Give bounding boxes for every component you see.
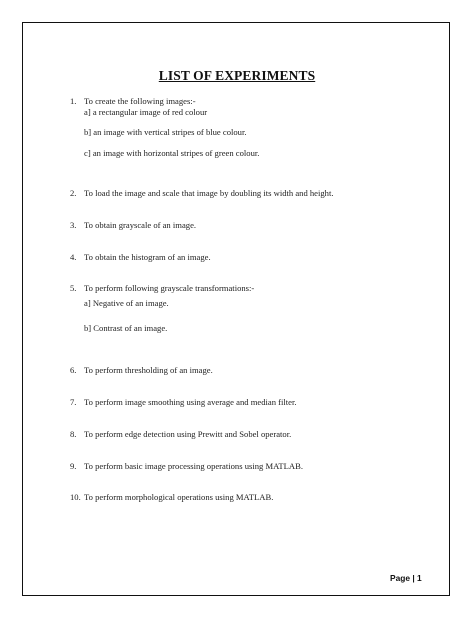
list-item xyxy=(70,492,273,503)
item-text: To create the following images:- xyxy=(84,96,196,106)
item-text: To perform image smoothing using average and median filter. xyxy=(84,397,297,407)
page-label: Page | xyxy=(390,573,415,583)
item-text: To obtain grayscale of an image. xyxy=(84,220,197,230)
sub-item: a] Negative of an image. xyxy=(84,298,169,308)
list-item xyxy=(70,252,211,263)
item-number: 10. xyxy=(70,492,81,502)
item-number: 6. xyxy=(70,365,77,375)
item-number: 9. xyxy=(70,461,77,471)
item-number: 7. xyxy=(70,397,77,407)
item-number: 1. xyxy=(70,96,77,106)
list-item xyxy=(70,220,196,231)
item-number: 4. xyxy=(70,252,77,262)
sub-item: b] Contrast of an image. xyxy=(84,323,168,333)
list-item xyxy=(70,365,213,376)
item-number: 5. xyxy=(70,283,77,293)
item-text: To load the image and scale that image by doubling its width and height. xyxy=(84,188,334,198)
list-item xyxy=(70,429,291,440)
item-number: 2. xyxy=(70,188,77,198)
list-item xyxy=(70,397,297,408)
item-text: To obtain the histogram of an image. xyxy=(84,252,211,262)
page-footer xyxy=(390,573,422,583)
item-number: 8. xyxy=(70,429,77,439)
item-text: To perform morphological operations using MATLAB. xyxy=(84,492,274,502)
item-text: To perform basic image processing operations using MATLAB. xyxy=(84,461,303,471)
item-text: To perform following grayscale transformations:- xyxy=(84,283,255,293)
page-number: 1 xyxy=(417,573,422,583)
list-item xyxy=(70,96,196,107)
sub-item: b] an image with vertical stripes of blue colour. xyxy=(84,127,247,137)
item-text: To perform edge detection using Prewitt and Sobel operator. xyxy=(84,429,292,439)
page-title: LIST OF EXPERIMENTS xyxy=(158,68,316,83)
list-item xyxy=(70,283,254,294)
list-item xyxy=(70,461,303,472)
item-number: 3. xyxy=(70,220,77,230)
sub-item: c] an image with horizontal stripes of green colour. xyxy=(84,148,260,158)
item-text: To perform thresholding of an image. xyxy=(84,365,213,375)
list-item xyxy=(70,188,334,199)
sub-item: a] a rectangular image of red colour xyxy=(84,107,208,117)
